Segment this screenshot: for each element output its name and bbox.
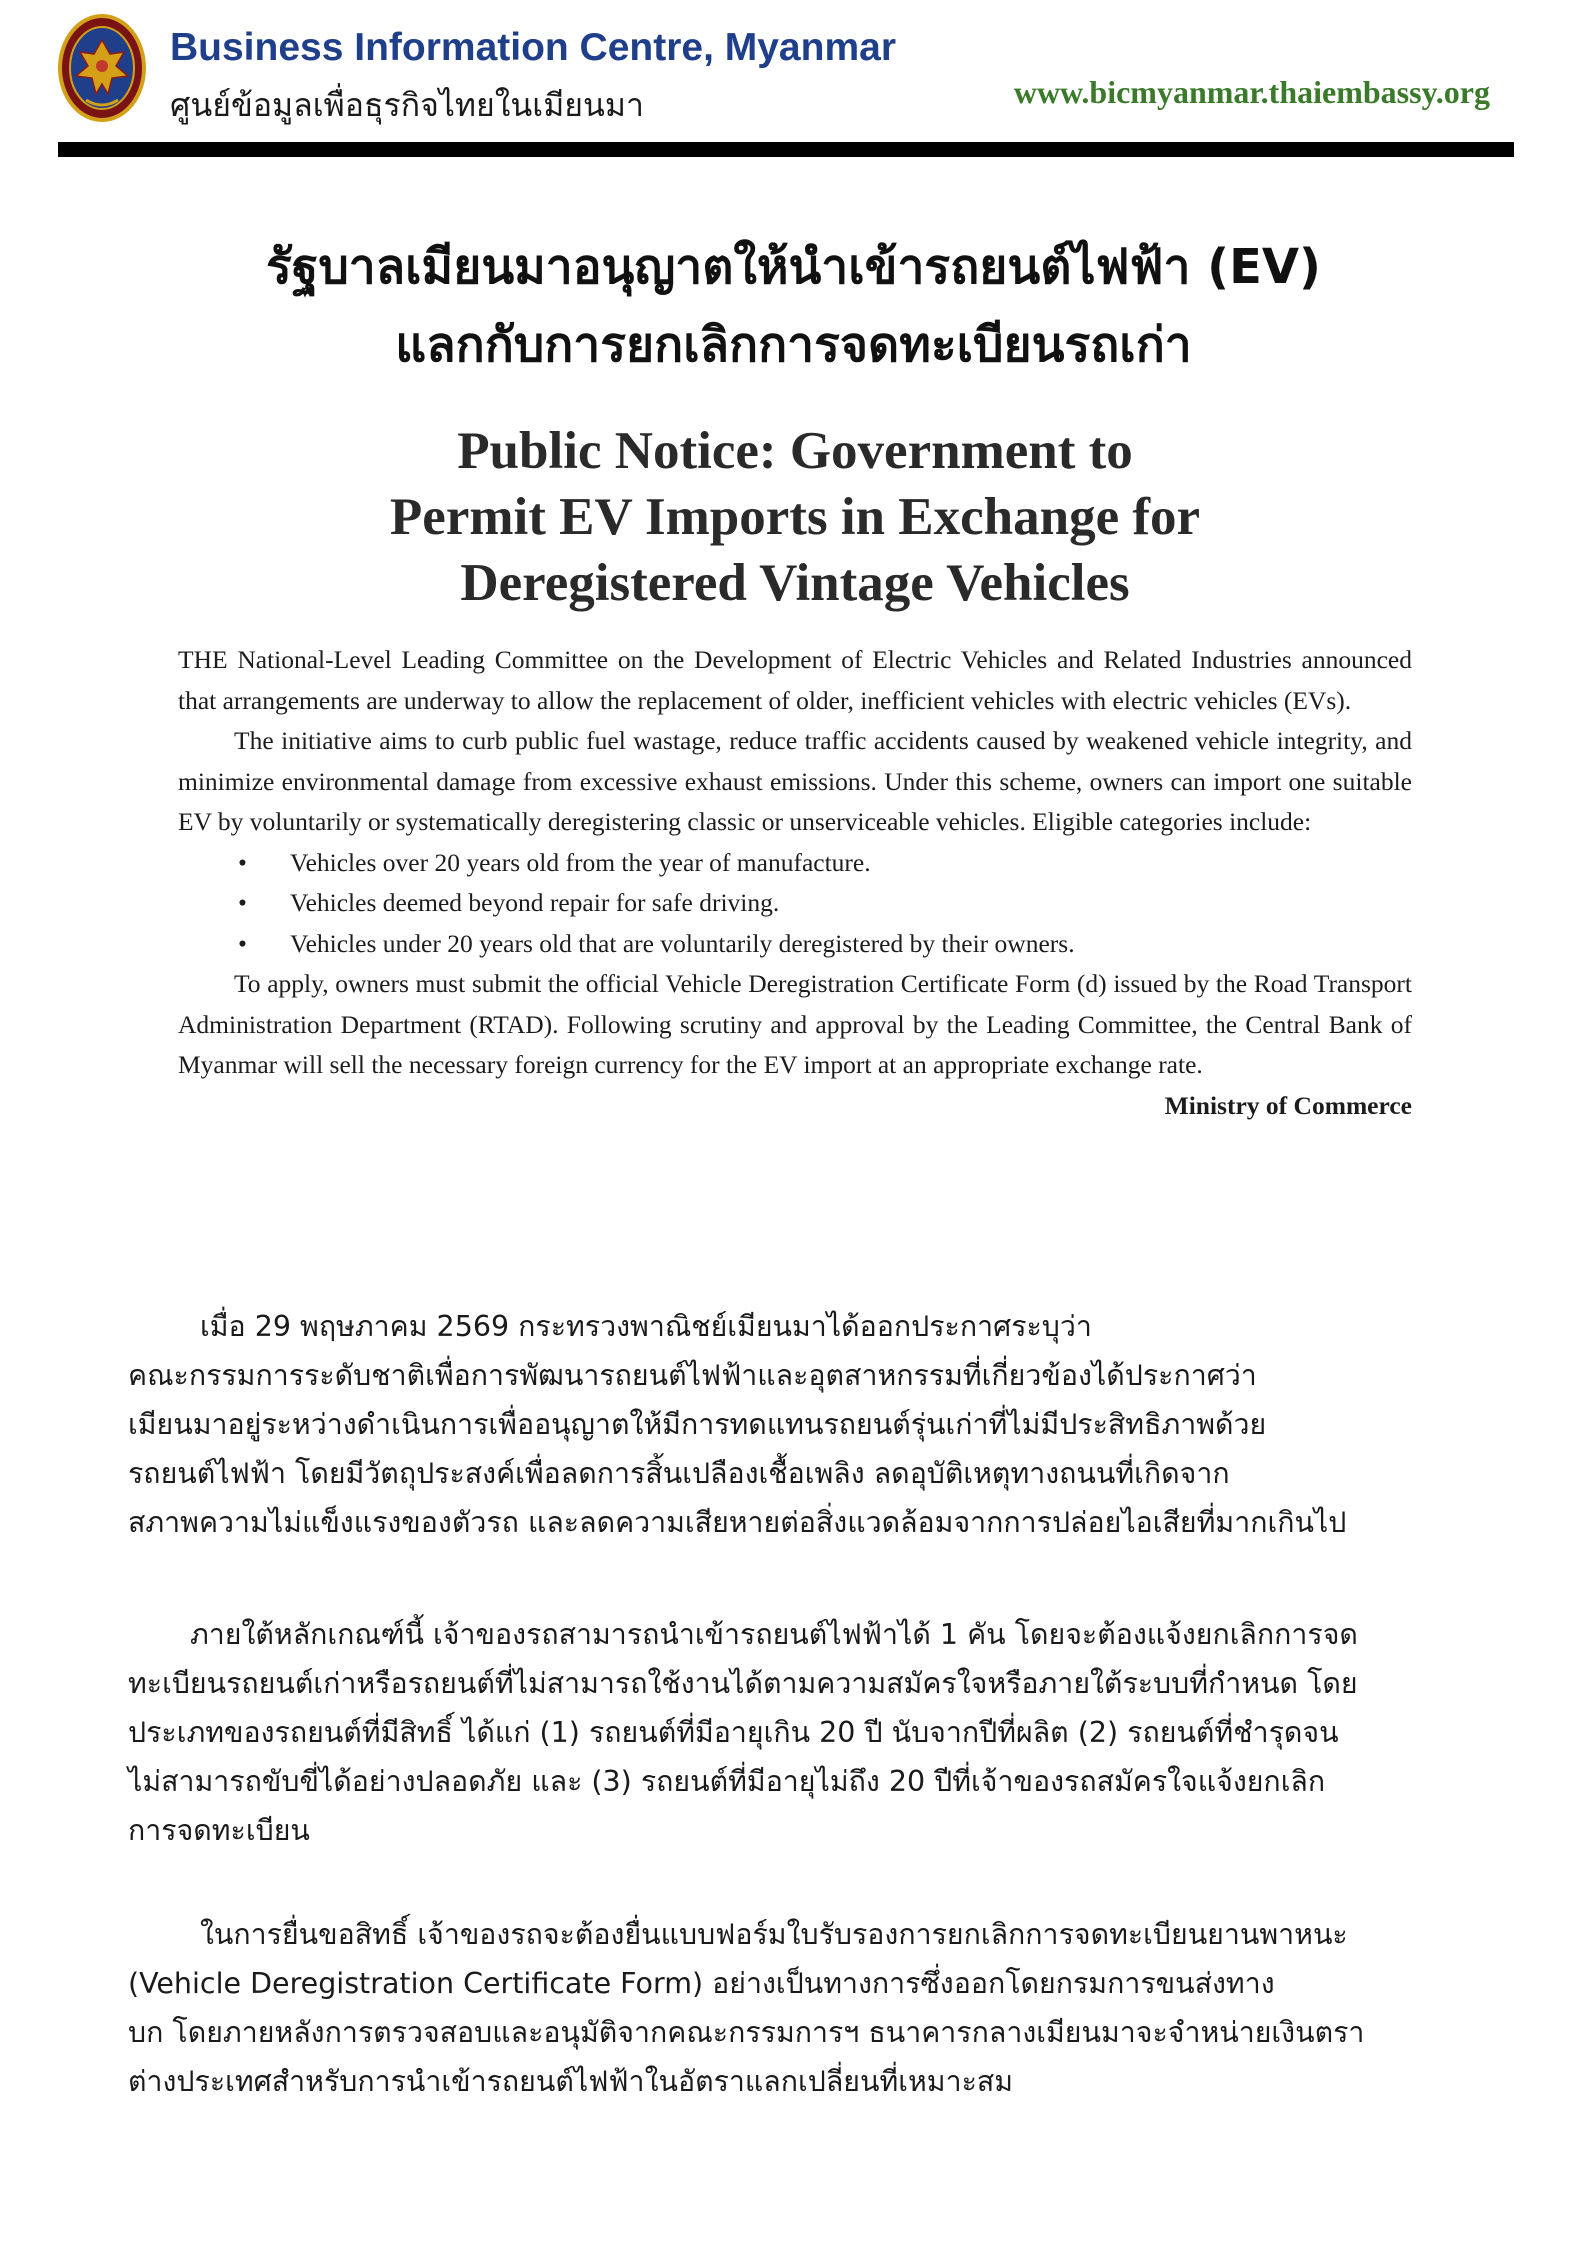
clipping-bullet xyxy=(178,883,1412,924)
thai-body-paragraph-2 xyxy=(128,1610,1508,1855)
clipping-paragraph: To apply, owners must submit the official Vehicle Deregistration Certificate Form (d) issued by the Road Transport Administration Department (RTAD). Following scrutiny and approval by the Leading Committee, the Central Bank of Myanmar will sell the necessary foreign currency for the EV import at an appropriate exchange rate. xyxy=(178,969,1412,1079)
thai-body-paragraph-1 xyxy=(128,1302,1508,1547)
bullet-icon: • xyxy=(238,847,247,877)
text-line: ภายใต้หลักเกณฑ์นี้ เจ้าของรถสามารถนำเข้ารถยนต์ไฟฟ้าได้ 1 คัน โดยจะต้องแจ้งยกเลิกการจด xyxy=(190,1618,1358,1651)
header-divider xyxy=(58,142,1514,157)
page-header xyxy=(58,14,1514,134)
text-line: บก โดยภายหลังการตรวจสอบและอนุมัติจากคณะกรรมการฯ ธนาคารกลางเมียนมาจะจำหน่ายเงินตรา xyxy=(128,2016,1365,2049)
website-url: www.bicmyanmar.thaiembassy.org xyxy=(1013,74,1490,110)
clipping-headline-line: Deregistered Vintage Vehicles xyxy=(460,554,1130,612)
text-line: สภาพความไม่แข็งแรงของตัวรถ และลดความเสียหายต่อสิ่งแวดล้อมจากการปล่อยไอเสียที่มากเกินไป xyxy=(128,1506,1347,1539)
text-line: เมื่อ 29 พฤษภาคม 2569 กระทรวงพาณิชย์เมียนมาได้ออกประกาศระบุว่า xyxy=(200,1310,1092,1343)
clipping-headline-line: Permit EV Imports in Exchange for xyxy=(389,488,1201,546)
org-name-en: Business Information Centre, Myanmar xyxy=(170,26,896,69)
clipping-headline-line: Public Notice: Government to xyxy=(457,422,1133,480)
clipping-bullet xyxy=(178,924,1412,965)
thai-title-line-1: รัฐบาลเมียนมาอนุญาตให้นำเข้ารถยนต์ไฟฟ้า (EV) xyxy=(266,239,1321,295)
clipping-bullet-text: Vehicles over 20 years old from the year of manufacture. xyxy=(290,847,871,877)
clipping-headline xyxy=(178,418,1412,616)
clipping-bullet-text: Vehicles under 20 years old that are voluntarily deregistered by their owners. xyxy=(290,928,1075,958)
thai-body-paragraph-3 xyxy=(128,1910,1508,2106)
org-name-th: ศูนย์ข้อมูลเพื่อธุรกิจไทยในเมียนมา xyxy=(170,86,644,124)
newspaper-clipping xyxy=(178,418,1412,1258)
clipping-bullet-text: Vehicles deemed beyond repair for safe driving. xyxy=(290,888,780,917)
text-line: ทะเบียนรถยนต์เก่าหรือรถยนต์ที่ไม่สามารถใช้งานได้ตามความสมัครใจหรือภายใต้ระบบที่กำหนด โดย xyxy=(128,1667,1358,1700)
text-line: รถยนต์ไฟฟ้า โดยมีวัตถุประสงค์เพื่อลดการสิ้นเปลืองเชื้อเพลิง ลดอุบัติเหตุทางถนนที่เกิดจาก xyxy=(128,1457,1230,1490)
clipping-signature: Ministry of Commerce xyxy=(1164,1090,1412,1120)
text-line: ต่างประเทศสำหรับการนำเข้ารถยนต์ไฟฟ้าในอัตราแลกเปลี่ยนที่เหมาะสม xyxy=(128,2065,1014,2098)
text-line: ในการยื่นขอสิทธิ์ เจ้าของรถจะต้องยื่นแบบฟอร์มใบรับรองการยกเลิกการจดทะเบียนยานพาหนะ xyxy=(200,1918,1348,1951)
clipping-body xyxy=(178,640,1412,1126)
text-line: (Vehicle Deregistration Certificate Form) อย่างเป็นทางการซึ่งออกโดยกรมการขนส่งทาง xyxy=(128,1967,1275,2000)
text-line: การจดทะเบียน xyxy=(128,1814,310,1847)
bullet-icon: • xyxy=(238,888,247,917)
clipping-bullet xyxy=(178,843,1412,884)
clipping-paragraph: The initiative aims to curb public fuel wastage, reduce traffic accidents caused by weakened vehicle integrity, and minimize environmental damage from excessive exhaust emissions. Under this scheme, owners can import one suitable EV by voluntarily or systematically deregistering classic or unserviceable vehicles. Eligible categories include: xyxy=(178,726,1412,836)
bullet-icon: • xyxy=(238,928,247,958)
text-line: เมียนมาอยู่ระหว่างดำเนินการเพื่ออนุญาตให้มีการทดแทนรถยนต์รุ่นเก่าที่ไม่มีประสิทธิภาพด้วย xyxy=(128,1408,1267,1441)
text-line: ไม่สามารถขับขี่ได้อย่างปลอดภัย และ (3) รถยนต์ที่มีอายุไม่ถึง 20 ปีที่เจ้าของรถสมัครใจแจ้งยกเลิก xyxy=(128,1765,1326,1798)
clipping-paragraph: THE National-Level Leading Committee on the Development of Electric Vehicles and Related Industries announced that arrangements are underway to allow the replacement of older, inefficient vehicles with electric vehicles (EVs). xyxy=(178,645,1412,715)
text-line: ประเภทของรถยนต์ที่มีสิทธิ์ ได้แก่ (1) รถยนต์ที่มีอายุเกิน 20 ปี นับจากปีที่ผลิต (2) รถยนต์ที่ชำรุดจน xyxy=(128,1716,1339,1749)
garuda-emblem-icon xyxy=(58,14,146,122)
text-line: คณะกรรมการระดับชาติเพื่อการพัฒนารถยนต์ไฟฟ้าและอุตสาหกรรมที่เกี่ยวข้องได้ประกาศว่า xyxy=(128,1359,1257,1392)
thai-title-line-2: แลกกับการยกเลิกการจดทะเบียนรถเก่า xyxy=(395,317,1192,373)
